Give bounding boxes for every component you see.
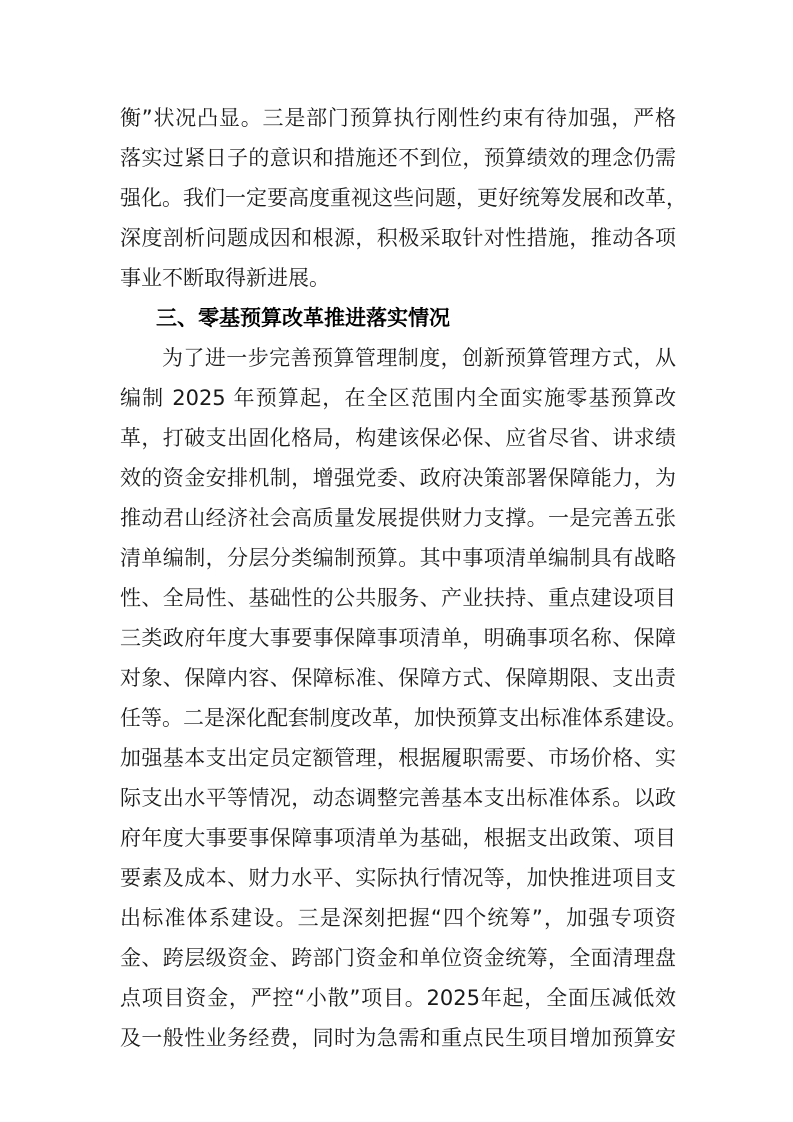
text-line: 事业不断取得新进展。: [120, 266, 330, 290]
text-line: 性、全局性、基础性的公共服务、产业扶持、重点建设项目: [120, 586, 676, 610]
text-line: 点项目资金，严控“小散”项目。2025年起，全面压减低效: [120, 986, 676, 1010]
document-page: [120, 98, 687, 1058]
text-line: 及一般性业务经费，同时为急需和重点民生项目增加预算安: [120, 1026, 676, 1050]
text-line: 出标准体系建设。三是深刻把握“四个统筹”，加强专项资: [120, 906, 676, 930]
text-line: 推动君山经济社会高质量发展提供财力支撑。一是完善五张: [120, 506, 676, 530]
text-line: 革，打破支出固化格局，构建该保必保、应省尽省、讲求绩: [120, 426, 676, 450]
text-line: 清单编制，分层分类编制预算。其中事项清单编制具有战略: [120, 546, 676, 570]
text-line: 三类政府年度大事要事保障事项清单，明确事项名称、保障: [120, 626, 676, 650]
text-line: 对象、保障内容、保障标准、保障方式、保障期限、支出责: [120, 666, 676, 690]
text-line: 落实过紧日子的意识和措施还不到位，预算绩效的理念仍需: [120, 146, 676, 170]
paragraph-2: [120, 338, 687, 1058]
text-line: 编制 2025 年预算起，在全区范围内全面实施零基预算改: [120, 386, 676, 410]
paragraph-1: [120, 98, 687, 298]
text-line: 金、跨层级资金、跨部门资金和单位资金统筹，全面清理盘: [120, 946, 676, 970]
text-line: 深度剖析问题成因和根源，积极采取针对性措施，推动各项: [120, 226, 676, 250]
text-line: 强化。我们一定要高度重视这些问题，更好统筹发展和改革，: [120, 186, 687, 210]
text-line: 衡”状况凸显。三是部门预算执行刚性约束有待加强，严格: [120, 106, 676, 130]
text-line: 为了进一步完善预算管理制度，创新预算管理方式，从: [162, 346, 676, 370]
text-line: 加强基本支出定员定额管理，根据履职需要、市场价格、实: [120, 746, 676, 770]
section-heading: 三、零基预算改革推进落实情况: [156, 306, 450, 330]
text-line: 要素及成本、财力水平、实际执行情况等，加快推进项目支: [120, 866, 676, 890]
text-line: 府年度大事要事保障事项清单为基础，根据支出政策、项目: [120, 826, 676, 850]
text-line: 效的资金安排机制，增强党委、政府决策部署保障能力，为: [120, 466, 676, 490]
text-line: 任等。二是深化配套制度改革，加快预算支出标准体系建设。: [120, 706, 687, 730]
text-line: 际支出水平等情况，动态调整完善基本支出标准体系。以政: [120, 786, 676, 810]
